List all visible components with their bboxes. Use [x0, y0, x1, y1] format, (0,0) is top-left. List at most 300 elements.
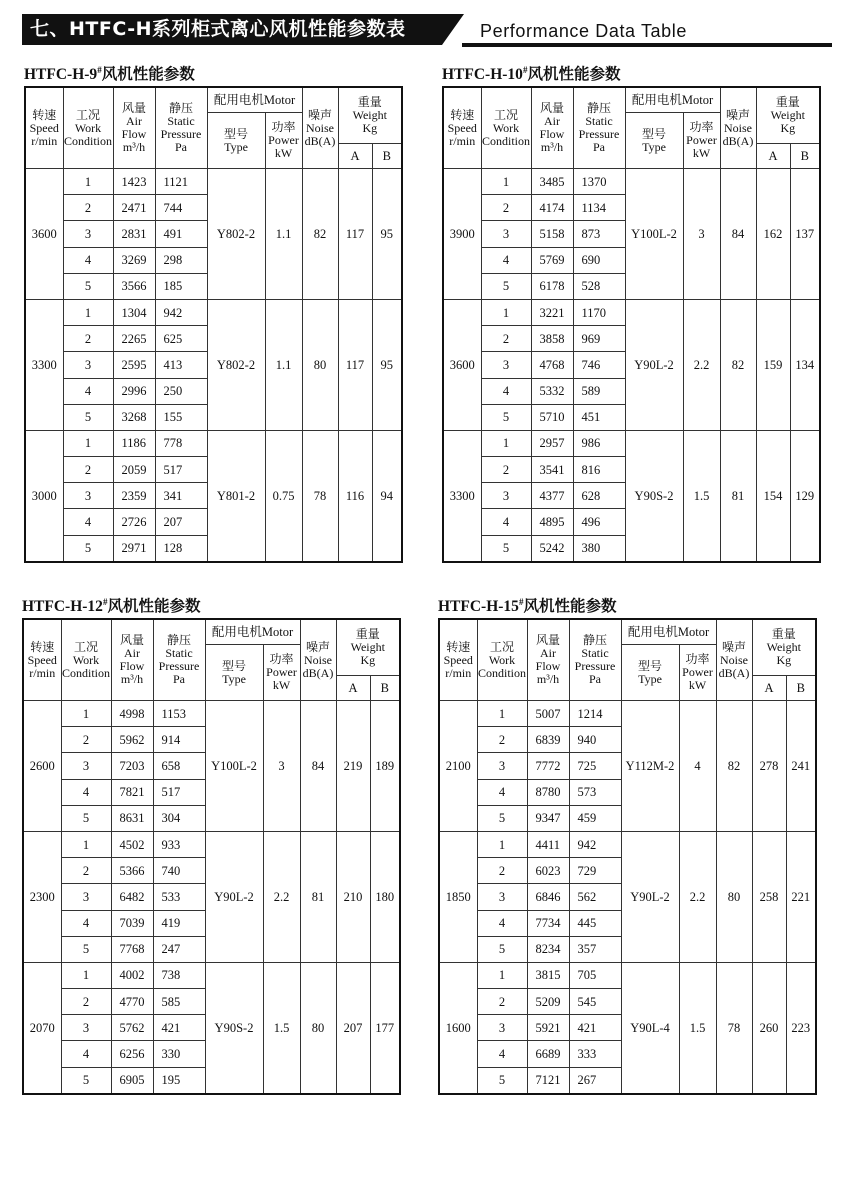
header-text: dB(A) [302, 665, 334, 680]
weight-a-cell: 219 [336, 701, 370, 832]
header-text: m³/h [120, 672, 144, 686]
header-text: r/min [31, 133, 58, 148]
pressure-cell: 459 [569, 805, 621, 831]
table-row [439, 701, 816, 727]
weight-b-cell: 180 [370, 831, 400, 962]
condition-cell: 1 [477, 701, 527, 727]
noise-cell: 81 [300, 831, 336, 962]
power-cell: 1.1 [265, 169, 302, 300]
header-weight [336, 619, 400, 676]
pressure-cell: 625 [155, 326, 207, 352]
header-text: 配用电机Motor [631, 92, 714, 107]
header-weight [752, 619, 816, 676]
pressure-cell: 517 [153, 779, 205, 805]
header-text: Kg [780, 121, 796, 135]
pressure-cell: 942 [569, 831, 621, 857]
condition-cell: 3 [481, 483, 531, 509]
header-text: Condition [477, 665, 526, 680]
header-text: 型号 [637, 658, 662, 673]
header-air-flow [111, 619, 153, 701]
header-text: B [800, 148, 809, 163]
header-text: r/min [445, 665, 472, 680]
flow-cell: 3541 [531, 457, 573, 483]
power-cell: 2.2 [263, 831, 300, 962]
flow-cell: 5332 [531, 378, 573, 404]
pressure-cell: 1121 [155, 169, 207, 195]
condition-cell: 1 [63, 299, 113, 325]
header-text: 工况 [489, 639, 514, 654]
header-text: Pressure [160, 127, 202, 141]
weight-b-cell: 189 [370, 701, 400, 832]
pressure-cell: 451 [573, 404, 625, 430]
pressure-cell: 1153 [153, 701, 205, 727]
speed-cell: 3300 [443, 430, 481, 561]
condition-cell: 5 [481, 273, 531, 299]
condition-cell: 1 [61, 831, 111, 857]
header-row [439, 619, 816, 645]
condition-cell: 1 [63, 430, 113, 456]
pressure-cell: 185 [155, 273, 207, 299]
flow-cell: 3566 [113, 273, 155, 299]
header-text: 静压 [166, 633, 191, 647]
header-text: B [380, 680, 389, 695]
weight-a-cell: 117 [338, 299, 372, 430]
condition-cell: 5 [481, 404, 531, 430]
header-row [23, 619, 400, 645]
table-row [443, 430, 820, 456]
pressure-cell: 1170 [573, 299, 625, 325]
pressure-cell: 738 [153, 962, 205, 988]
flow-cell: 2059 [113, 457, 155, 483]
header-text: B [796, 680, 805, 695]
header-text: Weight [352, 108, 387, 122]
header-weight [756, 87, 820, 144]
header-text: 型号 [221, 658, 246, 673]
condition-cell: 4 [481, 378, 531, 404]
table-title [24, 62, 195, 84]
condition-cell: 2 [63, 195, 113, 221]
flow-cell: 2831 [113, 221, 155, 247]
flow-cell: 7121 [527, 1067, 569, 1094]
header-text: Power [686, 133, 717, 147]
speed-cell: 1600 [439, 962, 477, 1093]
header-text: 转速 [450, 107, 475, 122]
header-text: 型号 [641, 126, 666, 141]
motor-type-cell: Y90L-2 [621, 831, 679, 962]
header-text: Flow [535, 659, 561, 673]
weight-b-cell: 241 [786, 701, 816, 832]
page-banner [22, 14, 832, 48]
header-noise [716, 619, 752, 701]
weight-b-cell: 223 [786, 962, 816, 1093]
flow-cell: 5762 [111, 1015, 153, 1041]
flow-cell: 3858 [531, 326, 573, 352]
header-text: Type [638, 671, 662, 686]
flow-cell: 3268 [113, 404, 155, 430]
flow-cell: 9347 [527, 805, 569, 831]
pressure-cell: 445 [569, 910, 621, 936]
header-text: r/min [29, 665, 56, 680]
weight-a-cell: 260 [752, 962, 786, 1093]
header-text: 型号 [223, 126, 248, 141]
flow-cell: 5209 [527, 989, 569, 1015]
table-row [23, 831, 400, 857]
header-power [265, 113, 302, 169]
banner-notch [442, 14, 464, 45]
header-noise [302, 87, 338, 169]
flow-cell: 2971 [113, 535, 155, 562]
pressure-cell: 873 [573, 221, 625, 247]
header-static-pressure [573, 87, 625, 169]
table-body [23, 701, 400, 1094]
noise-cell: 80 [300, 962, 336, 1093]
noise-cell: 84 [720, 169, 756, 300]
header-text: kW [692, 146, 711, 160]
header-row [443, 87, 820, 113]
header-weight [338, 87, 402, 144]
weight-b-cell: 129 [790, 430, 820, 561]
condition-cell: 2 [61, 858, 111, 884]
pressure-cell: 380 [573, 535, 625, 562]
power-cell: 1.1 [265, 299, 302, 430]
pressure-cell: 705 [569, 962, 621, 988]
pressure-cell: 744 [155, 195, 207, 221]
speed-cell: 2300 [23, 831, 61, 962]
header-text: dB(A) [722, 133, 754, 148]
performance-table [438, 618, 817, 1095]
noise-cell: 80 [302, 299, 338, 430]
header-text: Type [642, 139, 666, 154]
speed-cell: 3600 [443, 299, 481, 430]
header-text: Speed [27, 652, 57, 667]
flow-cell: 4002 [111, 962, 153, 988]
header-text: 静压 [582, 633, 607, 647]
header-text: m³/h [122, 140, 146, 154]
pressure-cell: 585 [153, 989, 205, 1015]
header-text: Pa [175, 140, 187, 154]
header-row [25, 87, 402, 113]
banner-title: 七、HTFC-H系列柜式离心风机性能参数表 [22, 14, 442, 45]
flow-cell: 8780 [527, 779, 569, 805]
header-text: Static [581, 646, 609, 660]
weight-a-cell: 117 [338, 169, 372, 300]
speed-cell: 3300 [25, 299, 63, 430]
condition-cell: 1 [61, 962, 111, 988]
pressure-cell: 914 [153, 727, 205, 753]
header-text: 风量 [119, 633, 144, 647]
header-text: 重量 [357, 95, 382, 109]
table-model: HTFC-H-10 [442, 66, 523, 83]
flow-cell: 6482 [111, 884, 153, 910]
condition-cell: 5 [63, 404, 113, 430]
flow-cell: 7734 [527, 910, 569, 936]
speed-cell: 3600 [25, 169, 63, 300]
motor-type-cell: Y100L-2 [625, 169, 683, 300]
header-motor [625, 87, 720, 113]
header-text: 静压 [168, 101, 193, 115]
table-row [25, 430, 402, 456]
header-text: Weight [350, 640, 385, 654]
pressure-cell: 628 [573, 483, 625, 509]
header-text: Flow [539, 127, 565, 141]
header-text: Work [488, 652, 516, 667]
pressure-cell: 128 [155, 535, 207, 562]
header-air-flow [527, 619, 569, 701]
weight-a-cell: 258 [752, 831, 786, 962]
table-title-suffix: 风机性能参数 [527, 66, 621, 83]
condition-cell: 4 [477, 1041, 527, 1067]
pressure-cell: 496 [573, 509, 625, 535]
flow-cell: 7768 [111, 936, 153, 962]
flow-cell: 6689 [527, 1041, 569, 1067]
condition-cell: 5 [481, 535, 531, 562]
weight-a-cell: 162 [756, 169, 790, 300]
header-work-condition [481, 87, 531, 169]
header-text: 工况 [75, 107, 100, 122]
flow-cell: 4895 [531, 509, 573, 535]
power-cell: 1.5 [263, 962, 300, 1093]
header-text: 风量 [535, 633, 560, 647]
weight-b-cell: 95 [372, 299, 402, 430]
table-model: HTFC-H-12 [22, 598, 103, 615]
condition-cell: 3 [61, 1015, 111, 1041]
noise-cell: 82 [302, 169, 338, 300]
power-cell: 2.2 [683, 299, 720, 430]
pressure-cell: 250 [155, 378, 207, 404]
noise-cell: 81 [720, 430, 756, 561]
header-text: r/min [449, 133, 476, 148]
condition-cell: 4 [481, 247, 531, 273]
flow-cell: 4998 [111, 701, 153, 727]
pressure-cell: 940 [569, 727, 621, 753]
pressure-cell: 517 [155, 457, 207, 483]
header-text: Condition [63, 133, 112, 148]
condition-cell: 2 [477, 858, 527, 884]
pressure-cell: 969 [573, 326, 625, 352]
condition-cell: 5 [477, 936, 527, 962]
pressure-cell: 247 [153, 936, 205, 962]
header-speed [25, 87, 63, 169]
header-weight-a [338, 144, 372, 169]
condition-cell: 2 [481, 457, 531, 483]
power-cell: 2.2 [679, 831, 716, 962]
pressure-cell: 304 [153, 805, 205, 831]
header-motor [205, 619, 300, 645]
table-model-sup: # [102, 596, 108, 607]
flow-cell: 5710 [531, 404, 573, 430]
table-row [23, 701, 400, 727]
table-model-sup: # [97, 64, 102, 75]
condition-cell: 3 [63, 483, 113, 509]
flow-cell: 8234 [527, 936, 569, 962]
pressure-cell: 330 [153, 1041, 205, 1067]
condition-cell: 3 [477, 884, 527, 910]
pressure-cell: 573 [569, 779, 621, 805]
header-text: Condition [481, 133, 530, 148]
weight-a-cell: 278 [752, 701, 786, 832]
header-text: Flow [119, 659, 145, 673]
header-type [205, 645, 263, 701]
header-text: A [764, 680, 774, 695]
header-text: A [348, 680, 358, 695]
flow-cell: 6023 [527, 858, 569, 884]
header-text: Speed [443, 652, 473, 667]
pressure-cell: 207 [155, 509, 207, 535]
condition-cell: 4 [63, 509, 113, 535]
weight-b-cell: 221 [786, 831, 816, 962]
flow-cell: 6178 [531, 273, 573, 299]
pressure-cell: 545 [569, 989, 621, 1015]
header-weight-b [786, 676, 816, 701]
speed-cell: 1850 [439, 831, 477, 962]
flow-cell: 5962 [111, 727, 153, 753]
flow-cell: 6839 [527, 727, 569, 753]
power-cell: 1.5 [683, 430, 720, 561]
condition-cell: 2 [63, 457, 113, 483]
weight-a-cell: 116 [338, 430, 372, 561]
header-weight-b [370, 676, 400, 701]
pressure-cell: 298 [155, 247, 207, 273]
weight-a-cell: 154 [756, 430, 790, 561]
flow-cell: 1423 [113, 169, 155, 195]
pressure-cell: 816 [573, 457, 625, 483]
header-text: 重量 [771, 627, 796, 641]
table-title-suffix: 风机性能参数 [101, 66, 195, 83]
condition-cell: 4 [481, 509, 531, 535]
header-text: Pressure [158, 659, 200, 673]
condition-cell: 3 [63, 352, 113, 378]
header-motor [621, 619, 716, 645]
performance-table [442, 86, 821, 563]
weight-a-cell: 207 [336, 962, 370, 1093]
pressure-cell: 155 [155, 404, 207, 430]
table-row [443, 169, 820, 195]
motor-type-cell: Y112M-2 [621, 701, 679, 832]
noise-cell: 84 [300, 701, 336, 832]
header-speed [443, 87, 481, 169]
motor-type-cell: Y90S-2 [205, 962, 263, 1093]
power-cell: 3 [263, 701, 300, 832]
pressure-cell: 942 [155, 299, 207, 325]
weight-a-cell: 210 [336, 831, 370, 962]
header-text: 风量 [539, 101, 564, 115]
condition-cell: 4 [477, 910, 527, 936]
header-text: dB(A) [304, 133, 336, 148]
condition-cell: 1 [61, 701, 111, 727]
pressure-cell: 421 [153, 1015, 205, 1041]
condition-cell: 2 [481, 195, 531, 221]
flow-cell: 1186 [113, 430, 155, 456]
table-model: HTFC-H-15 [438, 598, 519, 615]
header-power [683, 113, 720, 169]
header-text: Speed [29, 120, 59, 135]
pressure-cell: 746 [573, 352, 625, 378]
header-text: 噪声 [722, 639, 747, 654]
pressure-cell: 413 [155, 352, 207, 378]
pressure-cell: 528 [573, 273, 625, 299]
condition-cell: 3 [61, 884, 111, 910]
condition-cell: 1 [481, 169, 531, 195]
table-row [443, 299, 820, 325]
header-text: Pa [589, 672, 601, 686]
flow-cell: 2471 [113, 195, 155, 221]
condition-cell: 2 [61, 727, 111, 753]
pressure-cell: 778 [155, 430, 207, 456]
header-static-pressure [569, 619, 621, 701]
flow-cell: 2359 [113, 483, 155, 509]
table-header [443, 87, 820, 169]
table-body [25, 169, 402, 562]
header-text: 重量 [355, 627, 380, 641]
header-weight-b [790, 144, 820, 169]
header-text: Air [124, 646, 140, 660]
condition-cell: 1 [481, 430, 531, 456]
header-text: 功率 [685, 652, 710, 666]
weight-b-cell: 134 [790, 299, 820, 430]
flow-cell: 4770 [111, 989, 153, 1015]
table-title [438, 594, 616, 616]
noise-cell: 78 [302, 430, 338, 561]
condition-cell: 4 [63, 247, 113, 273]
table-header [25, 87, 402, 169]
condition-cell: 5 [63, 535, 113, 562]
flow-cell: 3815 [527, 962, 569, 988]
header-text: 噪声 [306, 639, 331, 654]
motor-type-cell: Y90L-4 [621, 962, 679, 1093]
header-weight-a [336, 676, 370, 701]
power-cell: 0.75 [265, 430, 302, 561]
motor-type-cell: Y90L-2 [205, 831, 263, 962]
pressure-cell: 562 [569, 884, 621, 910]
table-header [23, 619, 400, 701]
header-text: 转速 [446, 639, 471, 654]
header-text: A [350, 148, 360, 163]
header-type [621, 645, 679, 701]
table-row [23, 962, 400, 988]
performance-table [24, 86, 403, 563]
header-text: kW [274, 146, 293, 160]
weight-b-cell: 95 [372, 169, 402, 300]
pressure-cell: 533 [153, 884, 205, 910]
header-work-condition [477, 619, 527, 701]
flow-cell: 5158 [531, 221, 573, 247]
header-type [625, 113, 683, 169]
table-title [22, 594, 200, 616]
flow-cell: 7821 [111, 779, 153, 805]
table-title-suffix: 风机性能参数 [107, 598, 201, 615]
condition-cell: 2 [63, 326, 113, 352]
condition-cell: 2 [61, 989, 111, 1015]
table-header [439, 619, 816, 701]
flow-cell: 5007 [527, 701, 569, 727]
header-text: 风量 [121, 101, 146, 115]
header-motor [207, 87, 302, 113]
noise-cell: 82 [720, 299, 756, 430]
header-text: 静压 [586, 101, 611, 115]
pressure-cell: 933 [153, 831, 205, 857]
header-air-flow [531, 87, 573, 169]
speed-cell: 3000 [25, 430, 63, 561]
header-text: m³/h [540, 140, 564, 154]
header-text: Pa [593, 140, 605, 154]
flow-cell: 4768 [531, 352, 573, 378]
power-cell: 3 [683, 169, 720, 300]
flow-cell: 4377 [531, 483, 573, 509]
header-text: Static [585, 114, 613, 128]
header-text: Noise [304, 652, 333, 667]
header-text: 噪声 [726, 107, 751, 122]
condition-cell: 4 [477, 779, 527, 805]
